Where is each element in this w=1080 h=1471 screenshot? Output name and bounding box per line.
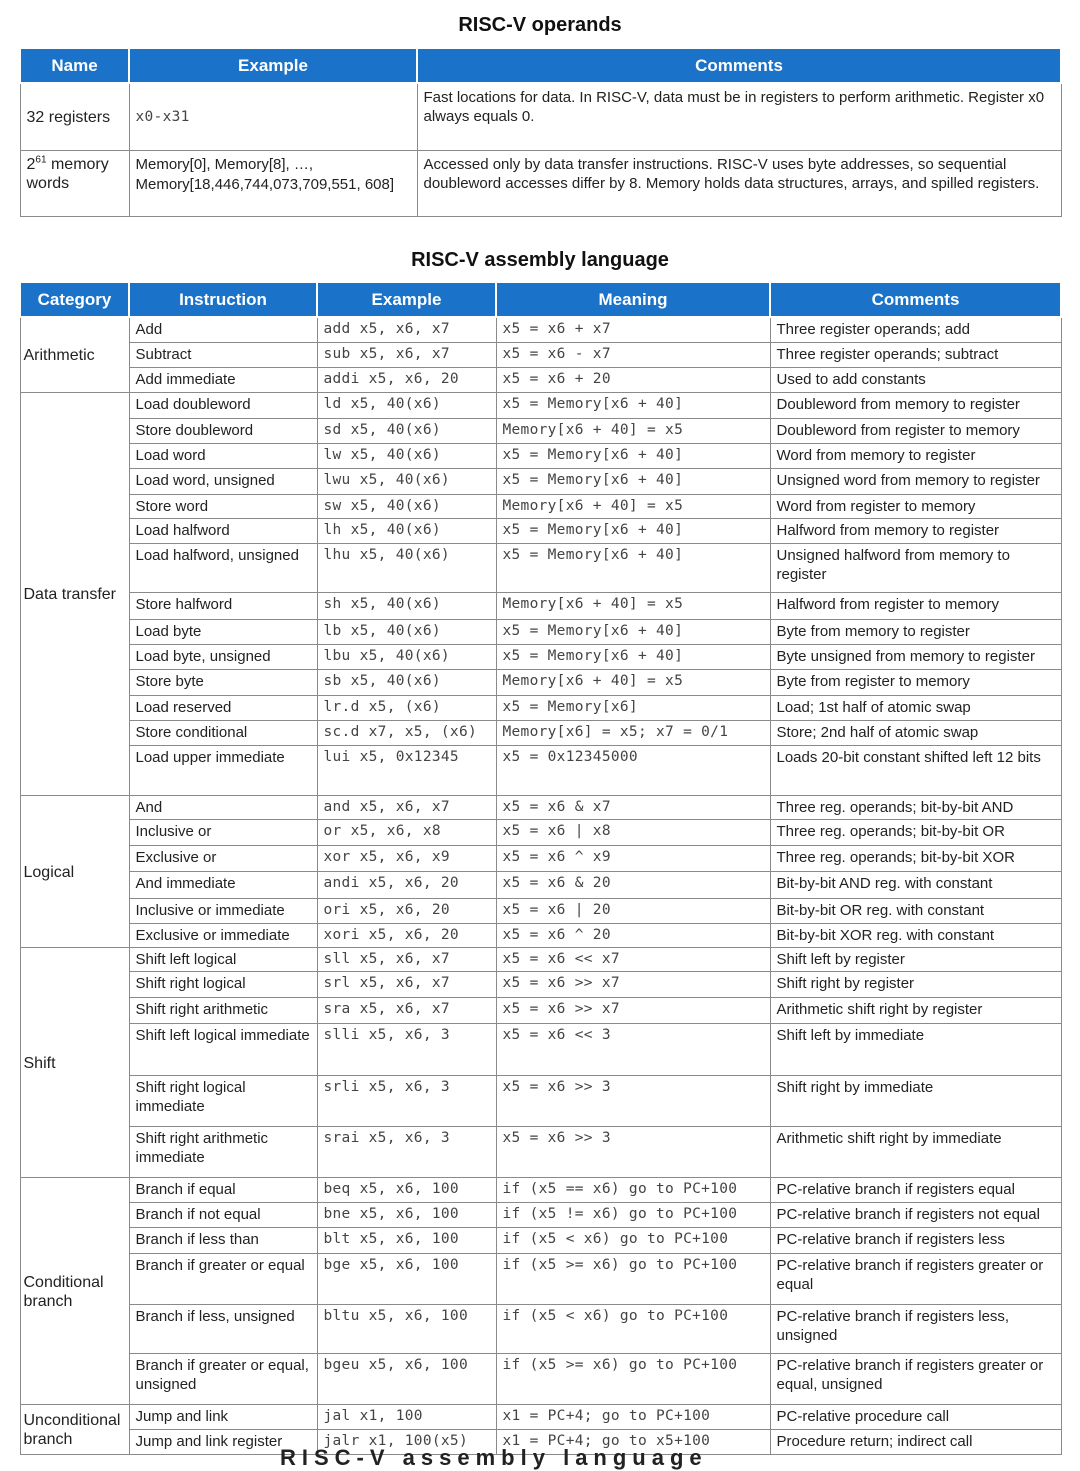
comments-cell: Three reg. operands; bit-by-bit AND <box>770 795 1061 819</box>
example-cell: bltu x5, x6, 100 <box>317 1304 496 1353</box>
meaning-cell: x5 = x6 & 20 <box>496 871 770 898</box>
instruction-cell: Branch if not equal <box>129 1202 317 1227</box>
meaning-cell: x5 = 0x12345000 <box>496 745 770 795</box>
meaning-cell: x5 = x6 >> x7 <box>496 971 770 997</box>
comments-cell: PC-relative branch if registers equal <box>770 1177 1061 1202</box>
table-row <box>20 923 1061 947</box>
table-row <box>20 898 1061 923</box>
example-cell: srli x5, x6, 3 <box>317 1075 496 1126</box>
comments-cell: Halfword from memory to register <box>770 518 1061 543</box>
instruction-cell: Exclusive or <box>129 845 317 871</box>
comments-cell: Shift left by register <box>770 947 1061 971</box>
table-row <box>20 695 1061 720</box>
operand-comments: Accessed only by data transfer instructions. RISC-V uses byte addresses, so sequential doubleword accesses differ by 8. Memory holds data structures, arrays, and spilled registers. <box>417 150 1061 216</box>
meaning-cell: x5 = x6 + x7 <box>496 317 770 342</box>
meaning-cell: x5 = x6 + 20 <box>496 367 770 392</box>
comments-cell: Word from register to memory <box>770 494 1061 518</box>
example-cell: lhu x5, 40(x6) <box>317 543 496 592</box>
example-cell: lbu x5, 40(x6) <box>317 644 496 669</box>
table-row <box>20 795 1061 819</box>
comments-cell: Halfword from register to memory <box>770 592 1061 619</box>
example-cell: sra x5, x6, x7 <box>317 997 496 1023</box>
assembly-table <box>19 281 1062 1455</box>
instruction-cell: Subtract <box>129 342 317 367</box>
instruction-cell: Shift right arithmetic <box>129 997 317 1023</box>
table-row <box>20 819 1061 845</box>
comments-cell: Three register operands; subtract <box>770 342 1061 367</box>
comments-cell: Store; 2nd half of atomic swap <box>770 720 1061 745</box>
meaning-cell: if (x5 < x6) go to PC+100 <box>496 1304 770 1353</box>
comments-cell: Shift left by immediate <box>770 1023 1061 1075</box>
category-cell: Arithmetic <box>20 317 129 392</box>
comments-cell: Bit-by-bit AND reg. with constant <box>770 871 1061 898</box>
meaning-cell: x5 = x6 ^ 20 <box>496 923 770 947</box>
comments-cell: PC-relative branch if registers greater or equal <box>770 1253 1061 1304</box>
table-row <box>20 871 1061 898</box>
meaning-cell: Memory[x6] = x5; x7 = 0/1 <box>496 720 770 745</box>
example-cell: jalr x1, 100(x5) <box>317 1429 496 1454</box>
table-row <box>20 518 1061 543</box>
category-cell: Unconditional branch <box>20 1404 129 1454</box>
header-comments: Comments <box>417 48 1061 83</box>
example-cell: jal x1, 100 <box>317 1404 496 1429</box>
operand-name: 32 registers <box>20 83 129 150</box>
meaning-cell: x1 = PC+4; go to x5+100 <box>496 1429 770 1454</box>
meaning-cell: x5 = x6 >> 3 <box>496 1075 770 1126</box>
instruction-cell: Store word <box>129 494 317 518</box>
example-cell: andi x5, x6, 20 <box>317 871 496 898</box>
instruction-cell: Shift right arithmetic immediate <box>129 1126 317 1177</box>
instruction-cell: Add <box>129 317 317 342</box>
comments-cell: Word from memory to register <box>770 443 1061 468</box>
meaning-cell: Memory[x6 + 40] = x5 <box>496 494 770 518</box>
comments-cell: Byte unsigned from memory to register <box>770 644 1061 669</box>
instruction-cell: Load word <box>129 443 317 468</box>
meaning-cell: x5 = x6 << x7 <box>496 947 770 971</box>
example-cell: sd x5, 40(x6) <box>317 418 496 443</box>
instruction-cell: Load halfword, unsigned <box>129 543 317 592</box>
example-cell: slli x5, x6, 3 <box>317 1023 496 1075</box>
table-row <box>20 971 1061 997</box>
instruction-cell: Store conditional <box>129 720 317 745</box>
operand-comments: Fast locations for data. In RISC-V, data must be in registers to perform arithmetic. Register x0 always equals 0. <box>417 83 1061 150</box>
operand-name <box>20 150 129 216</box>
operands-title: RISC-V operands <box>458 14 622 36</box>
meaning-cell: if (x5 == x6) go to PC+100 <box>496 1177 770 1202</box>
table-row <box>20 947 1061 971</box>
instruction-cell: Store halfword <box>129 592 317 619</box>
table-row <box>20 1126 1061 1177</box>
example-cell: bgeu x5, x6, 100 <box>317 1353 496 1404</box>
meaning-cell: x5 = Memory[x6 + 40] <box>496 468 770 494</box>
example-cell: lr.d x5, (x6) <box>317 695 496 720</box>
table-row <box>20 720 1061 745</box>
operands-table <box>19 47 1062 217</box>
example-cell: add x5, x6, x7 <box>317 317 496 342</box>
table-row <box>20 1075 1061 1126</box>
table-row <box>20 1177 1061 1202</box>
meaning-cell: x5 = x6 | x8 <box>496 819 770 845</box>
category-cell: Shift <box>20 947 129 1177</box>
header-example: Example <box>317 282 496 317</box>
example-cell: bne x5, x6, 100 <box>317 1202 496 1227</box>
example-cell: srl x5, x6, x7 <box>317 971 496 997</box>
header-example: Example <box>129 48 417 83</box>
example-cell: lh x5, 40(x6) <box>317 518 496 543</box>
table-row <box>20 1404 1061 1429</box>
meaning-cell: if (x5 >= x6) go to PC+100 <box>496 1253 770 1304</box>
instruction-cell: Load reserved <box>129 695 317 720</box>
comments-cell: PC-relative branch if registers less, unsigned <box>770 1304 1061 1353</box>
instruction-cell: Inclusive or immediate <box>129 898 317 923</box>
assembly-title: RISC-V assembly language <box>411 249 669 271</box>
example-cell: bge x5, x6, 100 <box>317 1253 496 1304</box>
table-row <box>20 1227 1061 1253</box>
example-cell: sw x5, 40(x6) <box>317 494 496 518</box>
meaning-cell: x5 = Memory[x6 + 40] <box>496 392 770 418</box>
meaning-cell: x5 = Memory[x6 + 40] <box>496 518 770 543</box>
comments-cell: Shift right by immediate <box>770 1075 1061 1126</box>
table-row <box>20 494 1061 518</box>
example-cell: beq x5, x6, 100 <box>317 1177 496 1202</box>
instruction-cell: Branch if less than <box>129 1227 317 1253</box>
comments-cell: Loads 20-bit constant shifted left 12 bits <box>770 745 1061 795</box>
meaning-cell: if (x5 != x6) go to PC+100 <box>496 1202 770 1227</box>
table-row <box>20 997 1061 1023</box>
table-row <box>20 592 1061 619</box>
comments-cell: Used to add constants <box>770 367 1061 392</box>
instruction-cell: Exclusive or immediate <box>129 923 317 947</box>
instruction-cell: Add immediate <box>129 367 317 392</box>
table-row <box>20 443 1061 468</box>
example-cell: sh x5, 40(x6) <box>317 592 496 619</box>
instruction-cell: Jump and link register <box>129 1429 317 1454</box>
example-cell: sll x5, x6, x7 <box>317 947 496 971</box>
instruction-cell: Load byte <box>129 619 317 644</box>
instruction-cell: Shift left logical immediate <box>129 1023 317 1075</box>
comments-cell: Procedure return; indirect call <box>770 1429 1061 1454</box>
example-cell: ori x5, x6, 20 <box>317 898 496 923</box>
comments-cell: Byte from memory to register <box>770 619 1061 644</box>
comments-cell: Unsigned word from memory to register <box>770 468 1061 494</box>
meaning-cell: x5 = Memory[x6 + 40] <box>496 443 770 468</box>
table-row <box>20 1202 1061 1227</box>
meaning-cell: x5 = Memory[x6] <box>496 695 770 720</box>
instruction-cell: Load upper immediate <box>129 745 317 795</box>
header-meaning: Meaning <box>496 282 770 317</box>
instruction-cell: Shift right logical <box>129 971 317 997</box>
table-row <box>20 845 1061 871</box>
example-cell: addi x5, x6, 20 <box>317 367 496 392</box>
meaning-cell: x5 = x6 >> 3 <box>496 1126 770 1177</box>
example-cell: lwu x5, 40(x6) <box>317 468 496 494</box>
meaning-cell: x5 = x6 & x7 <box>496 795 770 819</box>
table-row <box>20 468 1061 494</box>
comments-cell: Byte from register to memory <box>770 669 1061 695</box>
example-cell: lui x5, 0x12345 <box>317 745 496 795</box>
example-cell: xor x5, x6, x9 <box>317 845 496 871</box>
comments-cell: Unsigned halfword from memory to register <box>770 543 1061 592</box>
category-cell: Logical <box>20 795 129 947</box>
comments-cell: PC-relative branch if registers not equal <box>770 1202 1061 1227</box>
example-cell: xori x5, x6, 20 <box>317 923 496 947</box>
table-row <box>20 367 1061 392</box>
instruction-cell: Store doubleword <box>129 418 317 443</box>
instruction-cell: Branch if greater or equal, unsigned <box>129 1353 317 1404</box>
example-cell: sub x5, x6, x7 <box>317 342 496 367</box>
instruction-cell: Branch if less, unsigned <box>129 1304 317 1353</box>
comments-cell: PC-relative branch if registers greater or equal, unsigned <box>770 1353 1061 1404</box>
instruction-cell: Inclusive or <box>129 819 317 845</box>
table-row <box>20 669 1061 695</box>
header-category: Category <box>20 282 129 317</box>
comments-cell: Arithmetic shift right by immediate <box>770 1126 1061 1177</box>
meaning-cell: x5 = x6 ^ x9 <box>496 845 770 871</box>
header-comments: Comments <box>770 282 1061 317</box>
table-row <box>20 644 1061 669</box>
comments-cell: Bit-by-bit OR reg. with constant <box>770 898 1061 923</box>
meaning-cell: x5 = Memory[x6 + 40] <box>496 619 770 644</box>
table-row <box>20 392 1061 418</box>
name-base: 2 <box>26 155 36 173</box>
example-cell: or x5, x6, x8 <box>317 819 496 845</box>
meaning-cell: if (x5 >= x6) go to PC+100 <box>496 1353 770 1404</box>
instruction-cell: Load word, unsigned <box>129 468 317 494</box>
meaning-cell: if (x5 < x6) go to PC+100 <box>496 1227 770 1253</box>
comments-cell: Three reg. operands; bit-by-bit OR <box>770 819 1061 845</box>
category-cell: Conditional branch <box>20 1177 129 1404</box>
meaning-cell: x5 = x6 - x7 <box>496 342 770 367</box>
table-row <box>20 1304 1061 1353</box>
meaning-cell: x1 = PC+4; go to PC+100 <box>496 1404 770 1429</box>
example-cell: ld x5, 40(x6) <box>317 392 496 418</box>
operands-header-row <box>20 48 1061 83</box>
table-row <box>20 1253 1061 1304</box>
instruction-cell: And <box>129 795 317 819</box>
table-row <box>20 1023 1061 1075</box>
meaning-cell: x5 = x6 >> x7 <box>496 997 770 1023</box>
meaning-cell: x5 = x6 | 20 <box>496 898 770 923</box>
instruction-cell: Load byte, unsigned <box>129 644 317 669</box>
header-name: Name <box>20 48 129 83</box>
instruction-cell: Store byte <box>129 669 317 695</box>
comments-cell: PC-relative branch if registers less <box>770 1227 1061 1253</box>
example-cell: lb x5, 40(x6) <box>317 619 496 644</box>
table-row <box>20 543 1061 592</box>
comments-cell: Three reg. operands; bit-by-bit XOR <box>770 845 1061 871</box>
example-cell: sb x5, 40(x6) <box>317 669 496 695</box>
meaning-cell: x5 = Memory[x6 + 40] <box>496 644 770 669</box>
example-cell: lw x5, 40(x6) <box>317 443 496 468</box>
meaning-cell: x5 = x6 << 3 <box>496 1023 770 1075</box>
assembly-header-row <box>20 282 1061 317</box>
table-row <box>20 1353 1061 1404</box>
comments-cell: Load; 1st half of atomic swap <box>770 695 1061 720</box>
comments-cell: Doubleword from memory to register <box>770 392 1061 418</box>
clipped-footer-title: RISC-V assembly language <box>280 1445 708 1470</box>
instruction-cell: Branch if equal <box>129 1177 317 1202</box>
table-row <box>20 150 1061 216</box>
meaning-cell: Memory[x6 + 40] = x5 <box>496 669 770 695</box>
example-cell: blt x5, x6, 100 <box>317 1227 496 1253</box>
name-rest: memory words <box>26 155 109 192</box>
comments-cell: Bit-by-bit XOR reg. with constant <box>770 923 1061 947</box>
table-row <box>20 83 1061 150</box>
assembly-body <box>20 317 1061 1454</box>
instruction-cell: Load doubleword <box>129 392 317 418</box>
example-cell: srai x5, x6, 3 <box>317 1126 496 1177</box>
example-cell: and x5, x6, x7 <box>317 795 496 819</box>
operand-example: x0-x31 <box>129 83 417 150</box>
table-row <box>20 342 1061 367</box>
comments-cell: Shift right by register <box>770 971 1061 997</box>
name-exponent: 61 <box>35 154 47 166</box>
table-row <box>20 418 1061 443</box>
example-cell: sc.d x7, x5, (x6) <box>317 720 496 745</box>
operand-example: Memory[0], Memory[8], …, Memory[18,446,744,073,709,551, 608] <box>129 150 417 216</box>
meaning-cell: x5 = Memory[x6 + 40] <box>496 543 770 592</box>
table-row <box>20 745 1061 795</box>
instruction-cell: Jump and link <box>129 1404 317 1429</box>
instruction-cell: And immediate <box>129 871 317 898</box>
table-row <box>20 317 1061 342</box>
instruction-cell: Load halfword <box>129 518 317 543</box>
instruction-cell: Branch if greater or equal <box>129 1253 317 1304</box>
category-cell: Data transfer <box>20 392 129 795</box>
instruction-cell: Shift left logical <box>129 947 317 971</box>
table-row <box>20 619 1061 644</box>
comments-cell: Doubleword from register to memory <box>770 418 1061 443</box>
meaning-cell: Memory[x6 + 40] = x5 <box>496 592 770 619</box>
comments-cell: Three register operands; add <box>770 317 1061 342</box>
comments-cell: Arithmetic shift right by register <box>770 997 1061 1023</box>
comments-cell: PC-relative procedure call <box>770 1404 1061 1429</box>
instruction-cell: Shift right logical immediate <box>129 1075 317 1126</box>
header-instruction: Instruction <box>129 282 317 317</box>
meaning-cell: Memory[x6 + 40] = x5 <box>496 418 770 443</box>
